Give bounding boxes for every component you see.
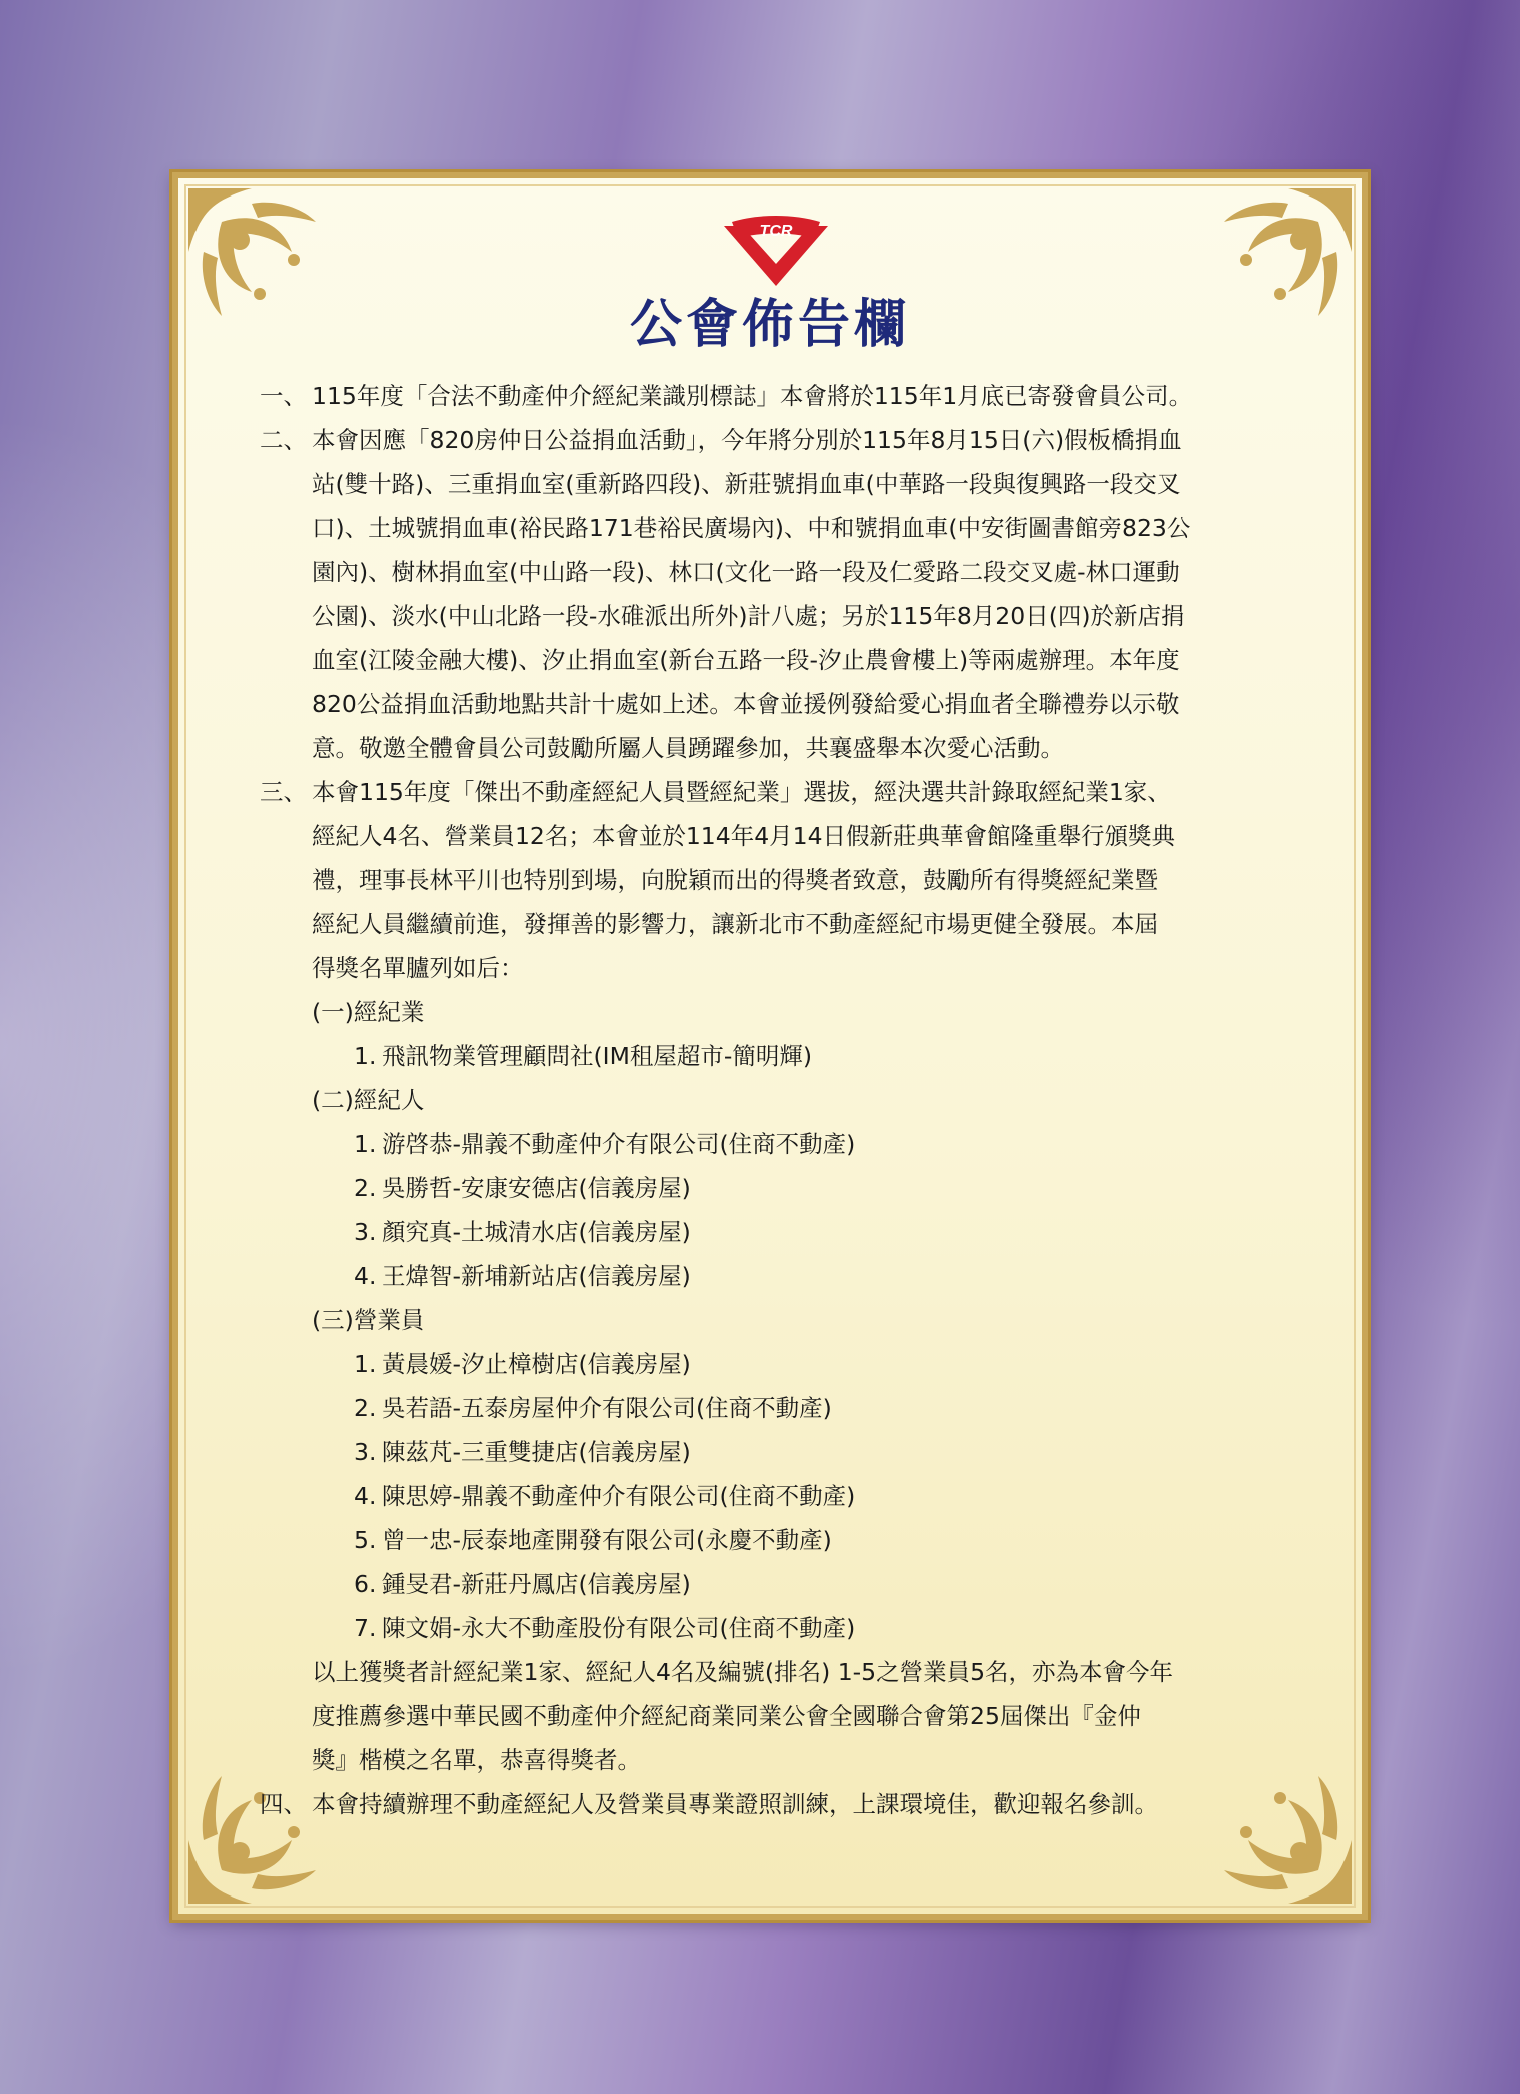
list-number: 2.	[354, 1174, 377, 1202]
item-line: 本會115年度「傑出不動產經紀人員暨經紀業」選拔，經決選共計錄取經紀業1家、	[312, 778, 1171, 806]
list-number: 1.	[354, 1350, 377, 1378]
closing-line: 獎』楷模之名單，恭喜得獎者。	[312, 1746, 641, 1774]
list-item	[312, 1430, 1300, 1474]
list-text: 吳勝哲-安康安德店(信義房屋)	[382, 1174, 691, 1202]
bulletin-item-3	[260, 770, 1300, 1782]
list-number: 3.	[354, 1438, 377, 1466]
item-number: 四、	[260, 1790, 307, 1818]
item-text: 本會持續辦理不動產經紀人及營業員專業證照訓練，上課環境佳，歡迎報名參訓。	[312, 1790, 1158, 1818]
item-line: 本會因應「820房仲日公益捐血活動」，今年將分別於115年8月15日(六)假板橋捐血	[312, 426, 1182, 454]
group-heading-broker: (二)經紀人	[312, 1086, 425, 1114]
list-item	[312, 1122, 1300, 1166]
tcr-logo-icon	[718, 216, 834, 290]
list-item	[312, 1342, 1300, 1386]
group-heading-sales: (三)營業員	[312, 1306, 425, 1334]
item-line: 園內)、樹林捐血室(中山路一段)、林口(文化一路一段及仁愛路二段交叉處-林口運動	[312, 558, 1180, 586]
list-item	[312, 1166, 1300, 1210]
item-number: 三、	[260, 778, 307, 806]
list-text: 黃晨媛-汐止樟樹店(信義房屋)	[382, 1350, 691, 1378]
item-number: 二、	[260, 426, 307, 454]
list-number: 7.	[354, 1614, 377, 1642]
item-line: 經紀人4名、營業員12名；本會並於114年4月14日假新莊典華會館隆重舉行頒獎典	[312, 822, 1176, 850]
item-line: 站(雙十路)、三重捐血室(重新路四段)、新莊號捐血車(中華路一段與復興路一段交叉	[312, 470, 1181, 498]
item-line: 意。敬邀全體會員公司鼓勵所屬人員踴躍參加，共襄盛舉本次愛心活動。	[312, 734, 1064, 762]
item-text: 115年度「合法不動產仲介經紀業識別標誌」本會將於115年1月底已寄發會員公司。	[312, 382, 1193, 410]
list-item	[312, 1386, 1300, 1430]
list-item	[312, 1254, 1300, 1298]
list-item	[312, 1034, 1300, 1078]
list-number: 2.	[354, 1394, 377, 1422]
bulletin-panel	[172, 172, 1368, 1920]
list-item	[312, 1474, 1300, 1518]
list-number: 4.	[354, 1482, 377, 1510]
bulletin-item-2	[260, 418, 1300, 770]
list-text: 陳茲芃-三重雙捷店(信義房屋)	[382, 1438, 691, 1466]
bulletin-item-4	[260, 1782, 1300, 1826]
list-text: 王煒智-新埔新站店(信義房屋)	[382, 1262, 691, 1290]
list-number: 3.	[354, 1218, 377, 1246]
list-text: 飛訊物業管理顧問社(IM租屋超市-簡明輝)	[382, 1042, 813, 1070]
item-line: 血室(江陵金融大樓)、汐止捐血室(新台五路一段-汐止農會樓上)等兩處辦理。本年度	[312, 646, 1180, 674]
list-text: 顏究真-土城清水店(信義房屋)	[382, 1218, 691, 1246]
list-text: 游啓恭-鼎義不動產仲介有限公司(住商不動產)	[382, 1130, 856, 1158]
list-number: 5.	[354, 1526, 377, 1554]
list-text: 吳若語-五泰房屋仲介有限公司(住商不動產)	[382, 1394, 832, 1422]
list-item	[312, 1562, 1300, 1606]
list-item	[312, 1210, 1300, 1254]
list-item	[312, 1518, 1300, 1562]
closing-line: 度推薦參選中華民國不動產仲介經紀商業同業公會全國聯合會第25屆傑出『金仲	[312, 1702, 1141, 1730]
item-line: 公園)、淡水(中山北路一段-水碓派出所外)計八處；另於115年8月20日(四)於新店捐	[312, 602, 1185, 630]
closing-line: 以上獲獎者計經紀業1家、經紀人4名及編號(排名) 1-5之營業員5名，亦為本會今年	[312, 1658, 1174, 1686]
list-text: 陳文娟-永大不動產股份有限公司(住商不動產)	[382, 1614, 856, 1642]
list-number: 6.	[354, 1570, 377, 1598]
group-heading-brokerage: (一)經紀業	[312, 998, 425, 1026]
list-text: 曾一忠-辰泰地產開發有限公司(永慶不動產)	[382, 1526, 832, 1554]
list-number: 4.	[354, 1262, 377, 1290]
item-line: 經紀人員繼續前進，發揮善的影響力，讓新北市不動產經紀市場更健全發展。本屆	[312, 910, 1158, 938]
item-number: 一、	[260, 382, 307, 410]
item-line: 得獎名單臚列如后：	[312, 954, 524, 982]
item-line: 820公益捐血活動地點共計十處如上述。本會並援例發給愛心捐血者全聯禮券以示敬	[312, 690, 1180, 718]
page-title: 公會佈告欄	[629, 295, 910, 355]
list-number: 1.	[354, 1042, 377, 1070]
list-number: 1.	[354, 1130, 377, 1158]
logo-text: TCR	[759, 223, 793, 240]
item-line: 口)、土城號捐血車(裕民路171巷裕民廣場內)、中和號捐血車(中安街圖書館旁823公	[312, 514, 1191, 542]
item-line: 禮，理事長林平川也特別到場，向脫穎而出的得獎者致意，鼓勵所有得獎經紀業暨	[312, 866, 1158, 894]
list-text: 陳思婷-鼎義不動產仲介有限公司(住商不動產)	[382, 1482, 856, 1510]
bulletin-content	[260, 374, 1300, 1826]
list-item	[312, 1606, 1300, 1650]
bulletin-item-1	[260, 374, 1300, 418]
list-text: 鍾旻君-新莊丹鳳店(信義房屋)	[382, 1570, 691, 1598]
